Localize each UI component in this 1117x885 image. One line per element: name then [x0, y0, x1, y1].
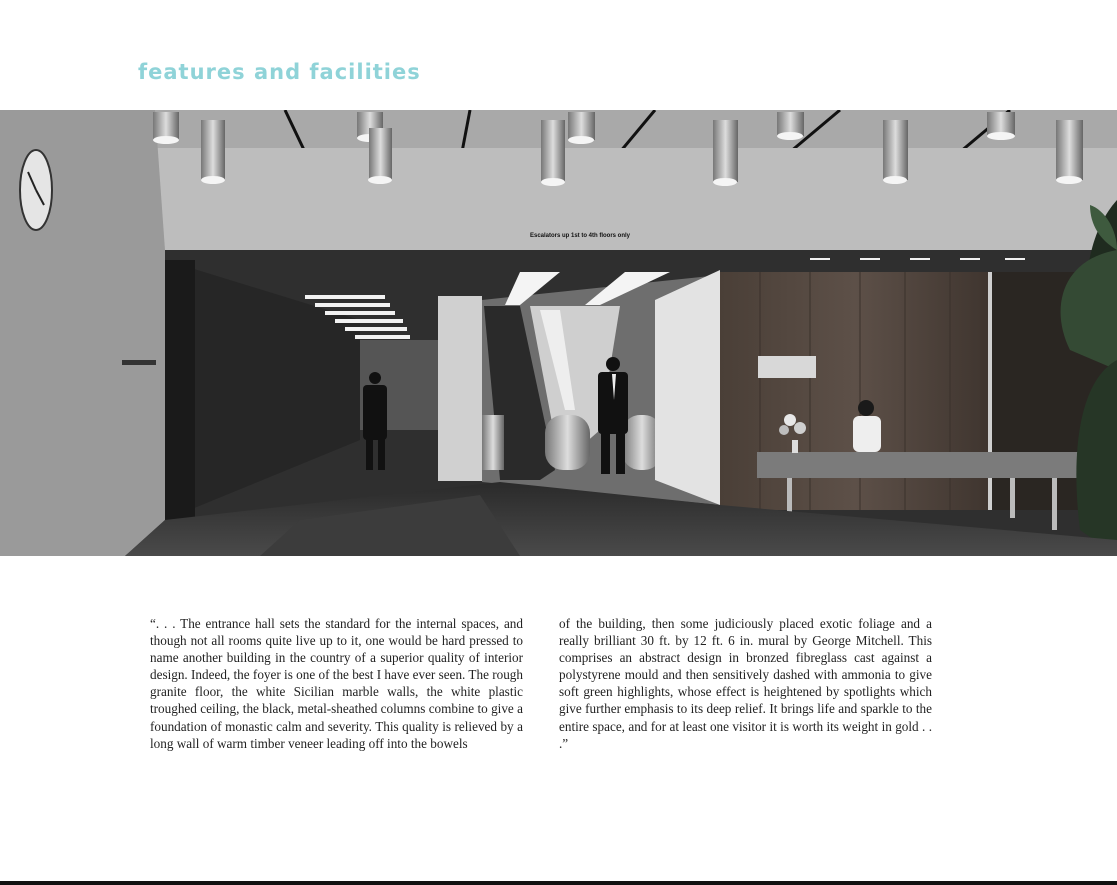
- reception-desk: [757, 452, 1080, 478]
- wall-clock-icon: [20, 150, 52, 230]
- escalator-sign: Escalators up 1st to 4th floors only: [529, 233, 631, 239]
- text-column-left: “. . . The entrance hall sets the standard for the internal spaces, and though not all rooms quite live up to it, one would be hard pressed to name another building in the country of a superior quality of interior design. Indeed, the foyer is one of the best I have ever seen. The rough granite floor, the white Sicilian marble walls, the white plastic troughed ceiling, the black, metal-sheathed columns combine to give a foundation of monastic calm and severity. This quality is relieved by a long wall of warm timber veneer leading off into the bowels: [150, 616, 523, 751]
- page-heading: features and facilities: [138, 60, 421, 84]
- text-column-right: of the building, then some judiciously placed exotic foliage and a really brilliant 30 ft. by 12 ft. 6 in. mural by George Mitchell. This comprises an abstract design in bronzed fibreglass cast against a polystyrene mould and then sensitively dashed with ammonia to give soft green highlights, whose effect is heightened by spotlights which give further emphasis to its deep relief. It brings life and sparkle to the entire space, and for at least one visitor it is worth its weight in gold . . .”: [559, 616, 932, 751]
- article-text: [150, 615, 932, 752]
- entrance-hall-photo: [0, 110, 1117, 556]
- bottom-edge: [0, 881, 1117, 885]
- column: [438, 296, 482, 481]
- mezzanine-wall: [155, 148, 1117, 250]
